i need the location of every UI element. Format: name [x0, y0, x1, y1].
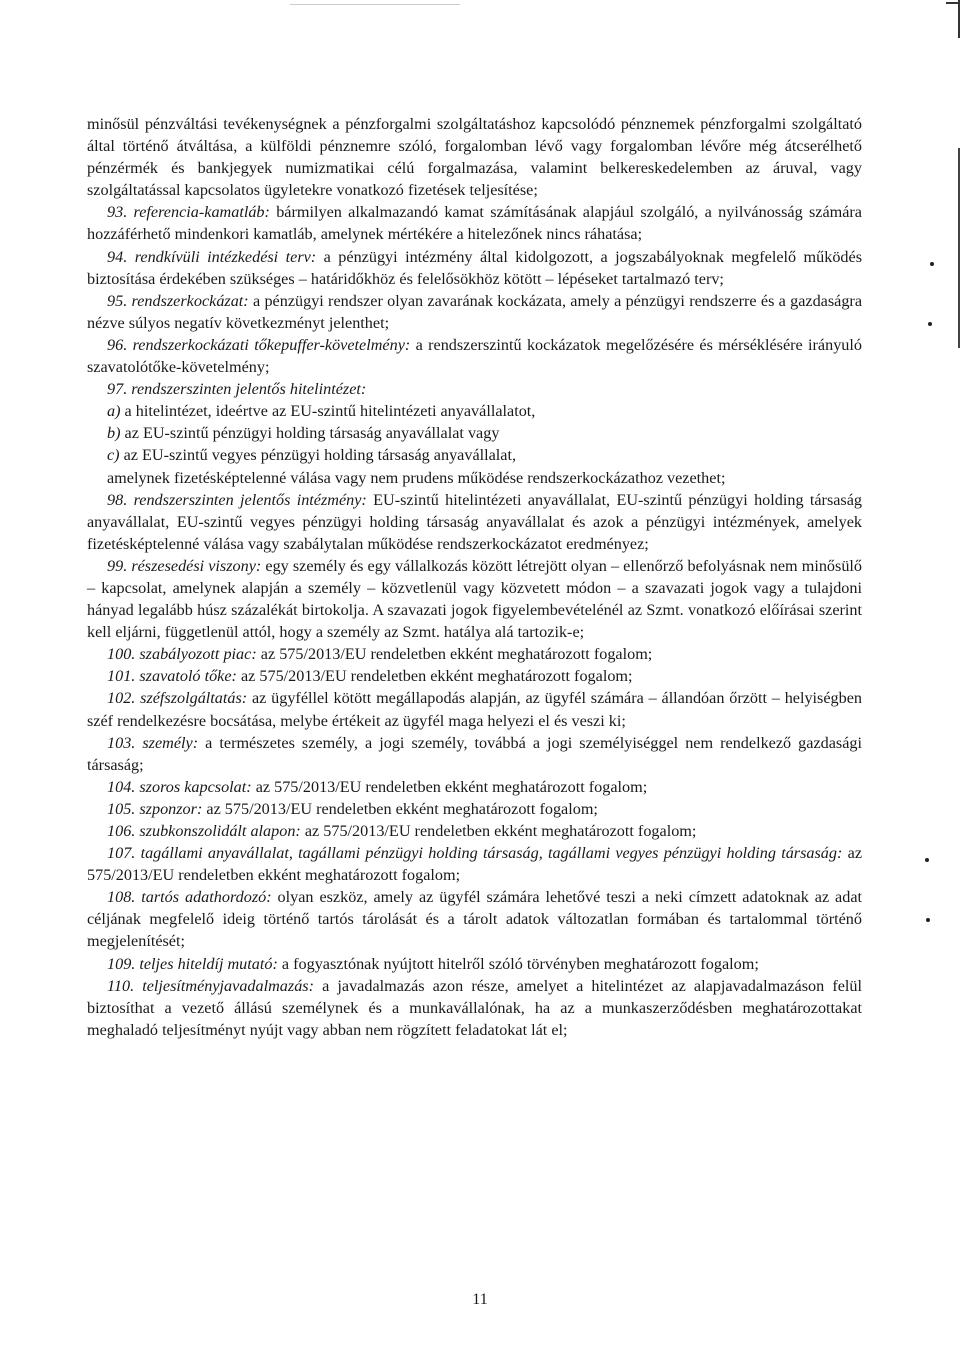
- list-item-text: az EU-szintű vegyes pénzügyi holding társaság anyavállalat,: [119, 446, 517, 465]
- definition-number: 106.: [107, 822, 136, 840]
- scan-dot: [926, 918, 930, 922]
- definition-text: az 575/2013/EU rendeletben ekként meghatározott fogalom;: [251, 777, 648, 796]
- paragraph-text: amelynek fizetésképtelenné válása vagy nem prudens működése rendszerkockázathoz vezethet;: [107, 468, 726, 487]
- definition-99: [87, 555, 862, 643]
- definition-97-b: [87, 422, 862, 444]
- definition-number: 102.: [107, 689, 136, 708]
- definition-109: [87, 953, 862, 975]
- definition-text: a javadalmazás azon része, amelyet a hitelintézet az alapjavadalmazáson felül biztosíthat a vezető állású személynek és a munkavállalónak, ha az a munkaszerződésben meghatározottakat meghaladó teljesítményt nyújt vagy abban nem rögzített feladatokat lát el;: [87, 976, 862, 1039]
- definition-93: [87, 201, 862, 245]
- definition-number: 94.: [107, 247, 128, 266]
- definition-text: olyan eszköz, amely az ügyfél számára lehetővé teszi a neki címzett adatoknak az adat céljának megfelelő ideig történő tartós tárolását és a tárolt adatok változatlan formában és tartalommal történő megjelenítését;: [87, 888, 863, 951]
- definition-number: 109.: [107, 954, 136, 973]
- definition-term: rendszerszinten jelentős hitelintézet:: [131, 380, 367, 399]
- scan-dot: [930, 262, 934, 266]
- definition-number: 98.: [107, 490, 128, 509]
- definition-text: a pénzügyi intézmény által kidolgozott, a jogszabályoknak megfelelő működés biztosítása érdekében szükséges – határidőkhöz és felelősökhöz kötött – lépéseket tartalmazó terv;: [87, 247, 862, 288]
- definition-95: [87, 290, 862, 334]
- definition-97-c: [87, 444, 862, 466]
- definition-number: 110.: [107, 976, 135, 995]
- definition-110: [87, 975, 862, 1041]
- definition-term: rendszerszinten jelentős intézmény:: [133, 490, 367, 509]
- definition-term: tagállami anyavállalat, tagállami pénzügyi holding társaság, tagállami vegyes pénzügyi holding társaság:: [140, 844, 843, 863]
- definition-number: 93.: [107, 203, 128, 222]
- definition-101: [87, 665, 862, 687]
- definition-term: szoros kapcsolat:: [139, 777, 252, 796]
- definition-term: széfszolgáltatás:: [140, 689, 248, 708]
- definition-100: [87, 643, 862, 665]
- page-number: 11: [472, 1291, 488, 1308]
- paragraph-text: minősül pénzváltási tevékenységnek a pénzforgalmi szolgáltatáshoz kapcsolódó pénznemek pénzforgalmi szolgáltató által történő átváltása, a külföldi pénznemre szóló, forgalomban lévő vagy forgalomban lévőre még átcserélhető pénzérmék és bankjegyek numizmatikai célú forgalmazása, valamint belkereskedelemben az áruval, vagy szolgáltatással kapcsolatos ügyletekre vonatkozó fizetések teljesítése;: [87, 115, 862, 200]
- definition-term: szavatoló tőke:: [139, 667, 237, 686]
- definition-number: 97.: [107, 380, 128, 399]
- definition-term: szubkonszolidált alapon:: [139, 822, 301, 840]
- definition-number: 103.: [107, 733, 136, 752]
- definition-text: EU-szintű hitelintézeti anyavállalat, EU-szintű pénzügyi holding társaság anyavállalat, EU-szintű vegyes pénzügyi holding társaság anyavállalat és azok a pénzügyi intézmények, amelyek fizetésképtelenné válása vagy szabálytalan működése rendszerkockázatot eredményez;: [87, 490, 863, 553]
- definition-text: a természetes személy, a jogi személy, továbbá a jogi személyiséggel nem rendelkező gazdasági társaság;: [87, 733, 862, 774]
- definition-text: az 575/2013/EU rendeletben ekként meghatározott fogalom;: [87, 844, 862, 885]
- definition-term: részesedési viszony:: [131, 556, 262, 575]
- definition-number: 95.: [107, 291, 128, 310]
- definition-term: személy:: [142, 733, 199, 752]
- definition-94: [87, 246, 862, 290]
- definition-107: [87, 842, 862, 886]
- definition-term: referencia-kamatláb:: [133, 203, 270, 222]
- definition-text: az 575/2013/EU rendeletben ekként meghatározott fogalom;: [300, 822, 697, 840]
- definition-number: 99.: [107, 556, 128, 575]
- definition-text: a pénzügyi rendszer olyan zavarának kockázata, amely a pénzügyi rendszerre és a gazdaságra nézve súlyos negatív következményt jelenthet;: [87, 291, 863, 332]
- definition-105: [87, 798, 862, 820]
- list-item-text: a hitelintézet, ideértve az EU-szintű hitelintézeti anyavállalatot,: [120, 402, 536, 421]
- definition-number: 107.: [107, 844, 136, 863]
- definition-number: 101.: [107, 667, 136, 686]
- definition-text: egy személy és egy vállalkozás között létrejött olyan – ellenőrző befolyásnak nem minősülő – kapcsolat, amelynek alapján a személy – közvetlenül vagy közvetett módon – a szavazati jogok vagy a tulajdoni hányad legalább húsz százalékát birtokolja. A szavazati jogok figyelembevételénél az Szmt. vonatkozó előírásai szerint kell eljárni, függetlenül attól, hogy a személy az Szmt. hatálya alá tartozik-e;: [87, 556, 862, 642]
- scan-artifact-line: [290, 4, 460, 5]
- definition-number: 108.: [107, 888, 136, 907]
- definition-text: a rendszerszintű kockázatok megelőzésére és mérséklésére irányuló szavatolótőke-követelmény;: [87, 335, 862, 377]
- definition-text: az 575/2013/EU rendeletben ekként meghatározott fogalom;: [236, 667, 633, 686]
- definition-97: [87, 378, 862, 400]
- definition-96: [87, 334, 862, 378]
- definition-text: az 575/2013/EU rendeletben ekként meghatározott fogalom;: [202, 799, 598, 818]
- definition-term: teljesítményjavadalmazás:: [142, 976, 314, 995]
- definition-103: [87, 732, 862, 776]
- definition-term: szabályozott piac:: [139, 645, 257, 664]
- paragraph-intro: [87, 113, 862, 201]
- list-marker: a): [107, 402, 121, 421]
- document-body: [87, 113, 862, 1041]
- scan-dot: [928, 322, 932, 326]
- list-marker: c): [107, 446, 120, 465]
- definition-104: [87, 776, 862, 798]
- definition-text: a fogyasztónak nyújtott hitelről szóló törvényben meghatározott fogalom;: [277, 954, 759, 973]
- scan-dot: [925, 858, 929, 862]
- definition-98: [87, 489, 862, 555]
- definition-term: rendkívüli intézkedési terv:: [134, 247, 317, 266]
- definition-number: 96.: [107, 335, 128, 354]
- definition-number: 100.: [107, 645, 136, 664]
- definition-term: rendszerkockázat:: [131, 291, 249, 310]
- definition-text: bármilyen alkalmazandó kamat számításának alapjául szolgáló, a nyilvánosság számára hozzáférhető mindenkori kamatláb, amelynek mértékére a hitelezőnek nincs ráhatása;: [87, 203, 862, 244]
- definition-97-a: [87, 400, 862, 422]
- definition-102: [87, 687, 862, 731]
- list-marker: b): [107, 424, 121, 443]
- definition-number: 105.: [107, 799, 136, 818]
- definition-text: az ügyféllel kötött megállapodás alapján, az ügyfél számára – állandóan őrzött – helyiségben széf rendelkezésre bocsátása, melybe értékeit az ügyfél maga helyezi el és veszi ki;: [87, 689, 863, 730]
- crop-mark-horizontal: [946, 2, 960, 4]
- definition-number: 104.: [107, 777, 136, 796]
- definition-108: [87, 886, 862, 952]
- definition-term: tartós adathordozó:: [141, 888, 272, 907]
- definition-97-closing: [87, 467, 862, 489]
- definition-term: szponzor:: [139, 799, 203, 818]
- list-item-text: az EU-szintű pénzügyi holding társaság anyavállalat vagy: [120, 424, 500, 443]
- definition-text: az 575/2013/EU rendeletben ekként meghatározott fogalom;: [256, 645, 653, 664]
- definition-term: teljes hiteldíj mutató:: [139, 954, 278, 973]
- definition-term: rendszerkockázati tőkepuffer-követelmény:: [132, 335, 411, 354]
- definition-106: [87, 820, 862, 842]
